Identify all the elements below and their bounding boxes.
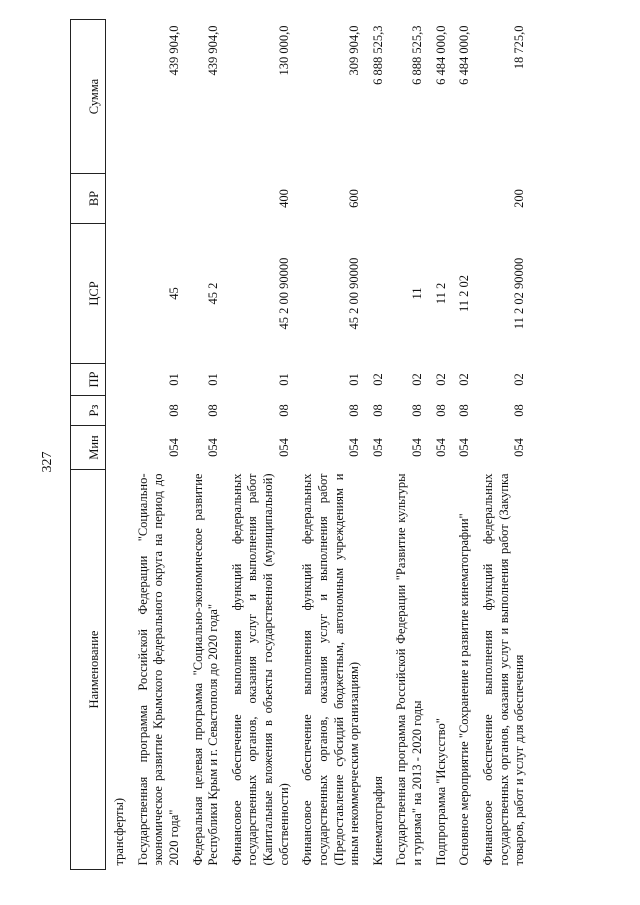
- cell-min: [106, 426, 130, 470]
- cell-pr: 01: [276, 373, 291, 386]
- cell-rz: [106, 396, 130, 426]
- table-row: [185, 20, 224, 870]
- table-row: [224, 20, 295, 870]
- table-row: [365, 20, 389, 870]
- cell-sum: 130 000,0: [276, 25, 291, 76]
- table-row: [428, 20, 452, 870]
- table-row: [388, 20, 427, 870]
- cell-min: 054: [276, 438, 291, 457]
- cell-vr: [185, 174, 224, 224]
- cell-min: 054: [410, 438, 424, 457]
- cell-rz: 08: [512, 404, 527, 417]
- header-csr: ЦСР: [71, 224, 106, 364]
- cell-rz: 08: [276, 404, 291, 417]
- header-min: Мин: [71, 426, 106, 470]
- cell-csr: 11: [410, 287, 424, 300]
- cell-name: Кинематография: [370, 776, 385, 866]
- header-rz: Рз: [71, 396, 106, 426]
- cell-min: 054: [433, 438, 448, 457]
- cell-name: Финансовое обеспечение выполнения функций федеральных государственных органов, оказания услуг и выполнения работ (Предоставление субсидий бюджетным, автономным учреждениям и иным некоммерческим организациям): [300, 473, 362, 866]
- cell-vr: [106, 174, 130, 224]
- cell-pr: 02: [457, 373, 472, 386]
- table-header: [71, 20, 106, 870]
- cell-vr: 400: [276, 189, 291, 208]
- table-row: [294, 20, 365, 870]
- cell-name: трансферты): [112, 797, 126, 866]
- cell-rz: 08: [370, 404, 385, 417]
- header-vr: ВР: [71, 174, 106, 224]
- cell-name: Подпрограмма "Искусство": [433, 718, 448, 866]
- cell-rz: 08: [457, 404, 472, 417]
- header-name: Наименование: [71, 470, 106, 870]
- budget-table-page: [70, 20, 605, 870]
- cell-sum: 309 904,0: [347, 25, 362, 76]
- cell-sum: 18 725,0: [512, 25, 527, 70]
- cell-vr: 200: [512, 189, 527, 208]
- cell-pr: 02: [512, 373, 527, 386]
- cell-csr: 11 2 02: [457, 274, 472, 313]
- cell-rz: 08: [206, 404, 221, 417]
- cell-sum: 6 484 000,0: [433, 25, 448, 85]
- cell-csr: 45 2: [206, 282, 221, 305]
- cell-rz: 08: [166, 404, 181, 417]
- cell-min: 054: [370, 438, 385, 457]
- cell-sum: 439 904,0: [166, 25, 181, 76]
- cell-pr: 02: [410, 373, 424, 386]
- cell-sum: 6 484 000,0: [457, 25, 472, 85]
- cell-csr: [106, 224, 130, 364]
- cell-pr: [106, 364, 130, 396]
- cell-pr: 01: [206, 373, 221, 386]
- cell-rz: 08: [347, 404, 362, 417]
- cell-sum: 439 904,0: [206, 25, 221, 76]
- page-number: 327: [40, 451, 55, 473]
- cell-name: Государственная программа Российской Федерации "Социально-экономическое развитие Крымского федерального округа на период до 2020 года": [135, 473, 181, 866]
- cell-vr: 600: [347, 189, 362, 208]
- cell-csr: 11 2: [433, 282, 448, 305]
- cell-min: 054: [166, 438, 181, 457]
- cell-pr: 01: [347, 373, 362, 386]
- cell-name: Государственная программа Российской Федерации "Развитие культуры и туризма" на 2013 - 2020 годы: [394, 473, 424, 866]
- cell-pr: 01: [166, 373, 181, 386]
- cell-csr: [365, 224, 389, 364]
- cell-min: 054: [206, 438, 221, 457]
- cell-vr: [451, 174, 475, 224]
- cell-vr: [388, 174, 427, 224]
- cell-rz: 08: [433, 404, 448, 417]
- cell-name: Федеральная целевая программа "Социально-экономическое развитие Республики Крым и г. Севастополя до 2020 года": [190, 473, 221, 866]
- cell-pr: 02: [433, 373, 448, 386]
- cell-name: Основное мероприятие "Сохранение и развитие кинематографии": [457, 513, 472, 866]
- cell-vr: [428, 174, 452, 224]
- cell-min: 054: [512, 438, 527, 457]
- cell-csr: 45 2 00 90000: [347, 257, 362, 330]
- cell-name: Финансовое обеспечение выполнения функций федеральных государственных органов, оказания услуг и выполнения работ (Капитальные вложения в объекты государственной (муниципальной) собственности): [229, 473, 291, 866]
- cell-csr: 45 2 00 90000: [276, 257, 291, 330]
- cell-csr: 11 2 02 90000: [512, 257, 527, 330]
- cell-vr: [365, 174, 389, 224]
- cell-sum: 6 888 525,3: [370, 25, 385, 85]
- cell-sum: [106, 20, 130, 174]
- cell-min: 054: [347, 438, 362, 457]
- cell-rz: 08: [410, 404, 424, 417]
- table-row: [475, 20, 530, 870]
- header-pr: ПР: [71, 364, 106, 396]
- cell-name: Финансовое обеспечение выполнения функций федеральных государственных органов, оказания услуг и выполнения работ (Закупка товаров, работ и услуг для обеспечения: [480, 473, 527, 866]
- cell-min: 054: [457, 438, 472, 457]
- table-row: [106, 20, 130, 870]
- table-body: [106, 20, 530, 870]
- budget-table: [70, 19, 530, 870]
- table-row: [451, 20, 475, 870]
- cell-pr: 02: [370, 373, 385, 386]
- cell-vr: [130, 174, 185, 224]
- cell-csr: 45: [166, 287, 181, 300]
- table-row: [130, 20, 185, 870]
- cell-sum: 6 888 525,3: [410, 25, 424, 85]
- header-sum: Сумма: [71, 20, 106, 174]
